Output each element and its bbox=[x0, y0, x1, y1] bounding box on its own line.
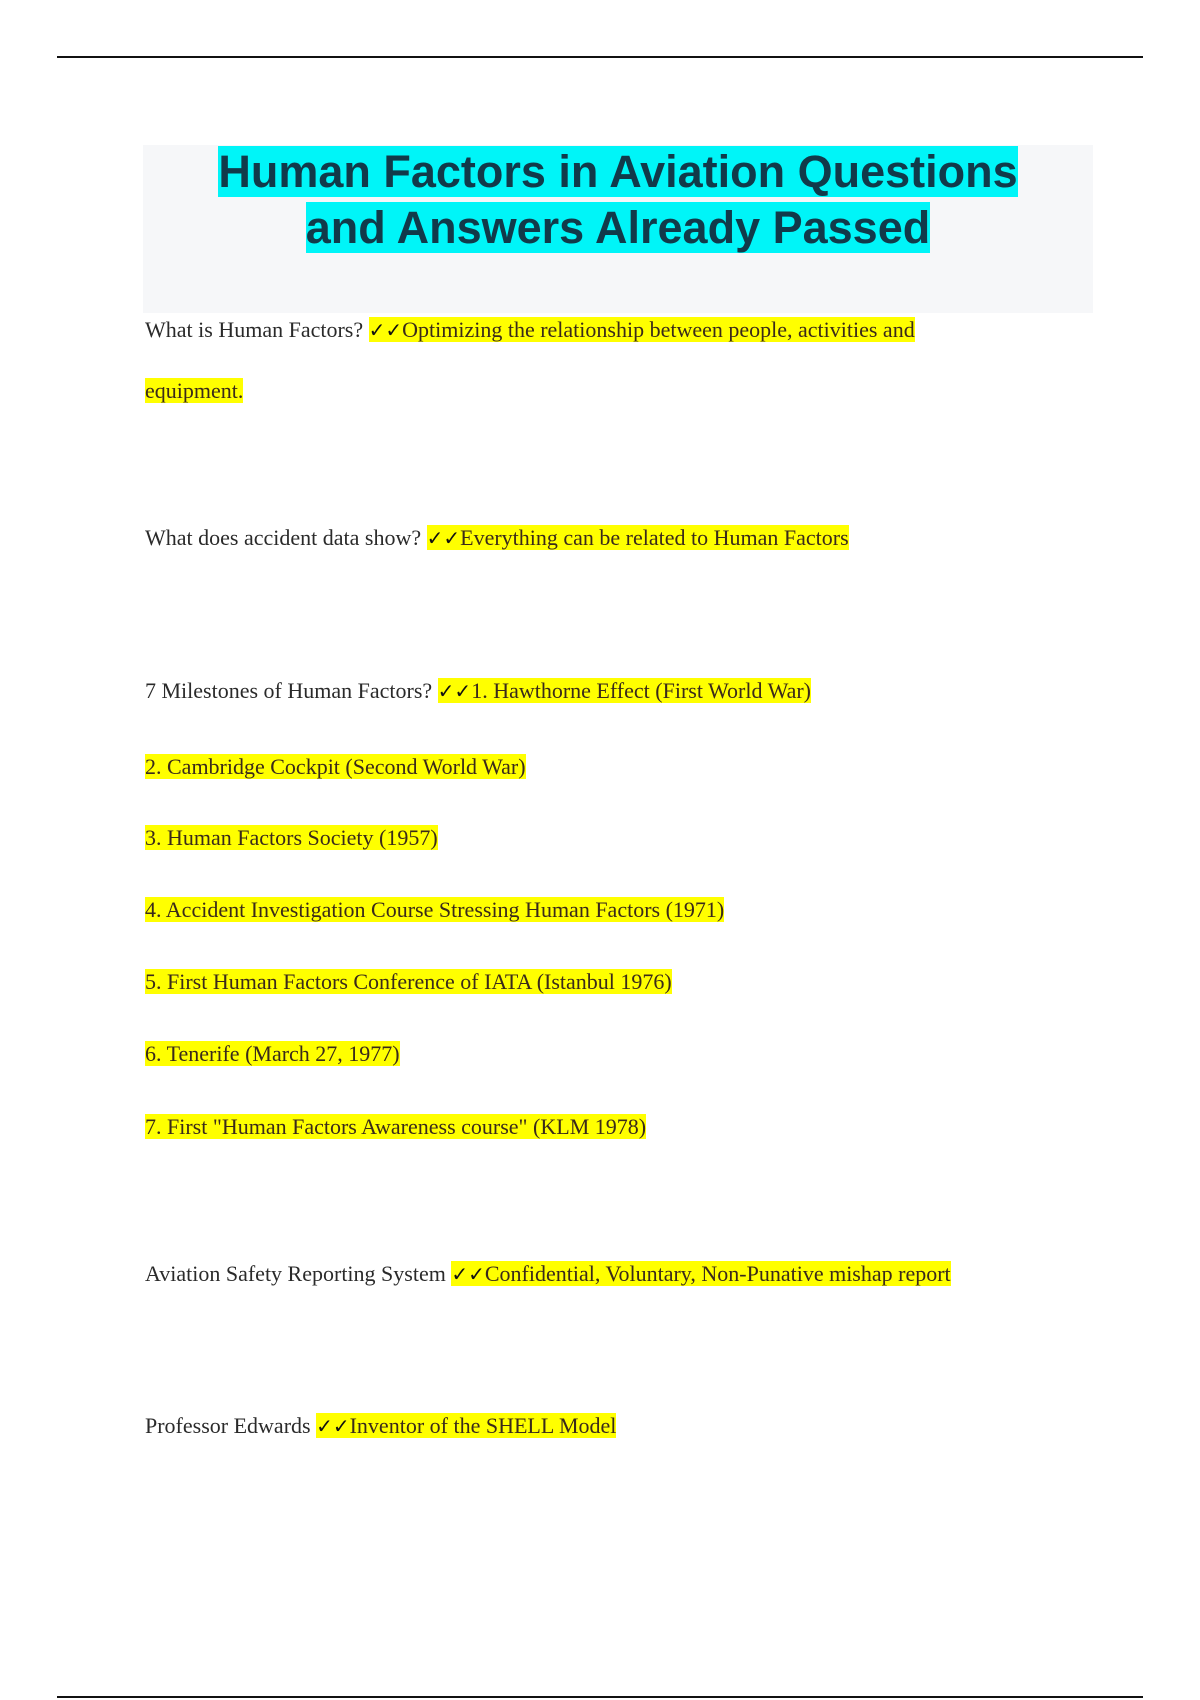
milestone-item-6 bbox=[145, 1039, 400, 1069]
milestone-text: 2. Cambridge Cockpit (Second World War) bbox=[145, 754, 526, 779]
milestone-text: 5. First Human Factors Conference of IATA (Istanbul 1976) bbox=[145, 969, 672, 994]
question-text: Aviation Safety Reporting System bbox=[145, 1261, 446, 1286]
document-title bbox=[143, 144, 1093, 256]
question-text: Professor Edwards bbox=[145, 1413, 311, 1438]
qa-item-human-factors bbox=[145, 315, 915, 345]
qa-item-accident-data bbox=[145, 523, 849, 553]
double-check-icon: ✓✓ bbox=[368, 318, 403, 342]
qa-item-professor-edwards bbox=[145, 1411, 616, 1441]
double-check-icon: ✓✓ bbox=[451, 1262, 485, 1286]
answer-highlight bbox=[438, 678, 811, 703]
question-text: What does accident data show? bbox=[145, 525, 422, 550]
qa-item-human-factors-continued bbox=[145, 376, 243, 406]
question-text: What is Human Factors? bbox=[145, 317, 364, 342]
milestone-item-2 bbox=[145, 752, 526, 782]
top-rule bbox=[57, 56, 1143, 58]
question-text: 7 Milestones of Human Factors? bbox=[145, 678, 433, 703]
answer-highlight bbox=[451, 1261, 950, 1286]
qa-item-asrs bbox=[145, 1259, 951, 1289]
bottom-rule bbox=[57, 1696, 1143, 1698]
milestone-text: 7. First "Human Factors Awareness course" (KLM 1978) bbox=[145, 1114, 647, 1139]
milestone-item-7 bbox=[145, 1112, 646, 1142]
double-check-icon: ✓✓ bbox=[316, 1414, 350, 1438]
answer-highlight bbox=[316, 1413, 616, 1438]
double-check-icon: ✓✓ bbox=[437, 679, 472, 703]
milestone-text: 6. Tenerife (March 27, 1977) bbox=[145, 1041, 400, 1066]
milestone-item-3 bbox=[145, 823, 438, 853]
answer-text: Optimizing the relationship between people, activities and bbox=[402, 317, 915, 342]
milestone-text: 4. Accident Investigation Course Stressing Human Factors (1971) bbox=[145, 897, 725, 922]
answer-highlight bbox=[427, 525, 849, 550]
title-line-2: and Answers Already Passed bbox=[305, 202, 931, 253]
answer-text: 1. Hawthorne Effect (First World War) bbox=[471, 678, 812, 703]
answer-highlight bbox=[369, 317, 915, 342]
milestone-item-5 bbox=[145, 967, 672, 997]
title-line-1: Human Factors in Aviation Questions bbox=[218, 146, 1018, 197]
answer-text: Everything can be related to Human Factors bbox=[460, 525, 849, 550]
answer-text: Inventor of the SHELL Model bbox=[349, 1413, 617, 1438]
milestone-text: 3. Human Factors Society (1957) bbox=[145, 825, 438, 850]
milestone-item-4 bbox=[145, 895, 724, 925]
double-check-icon: ✓✓ bbox=[426, 526, 461, 550]
answer-text-continued: equipment. bbox=[145, 378, 244, 403]
answer-text: Confidential, Voluntary, Non-Punative mishap report bbox=[484, 1261, 951, 1286]
qa-item-milestones bbox=[145, 676, 811, 706]
